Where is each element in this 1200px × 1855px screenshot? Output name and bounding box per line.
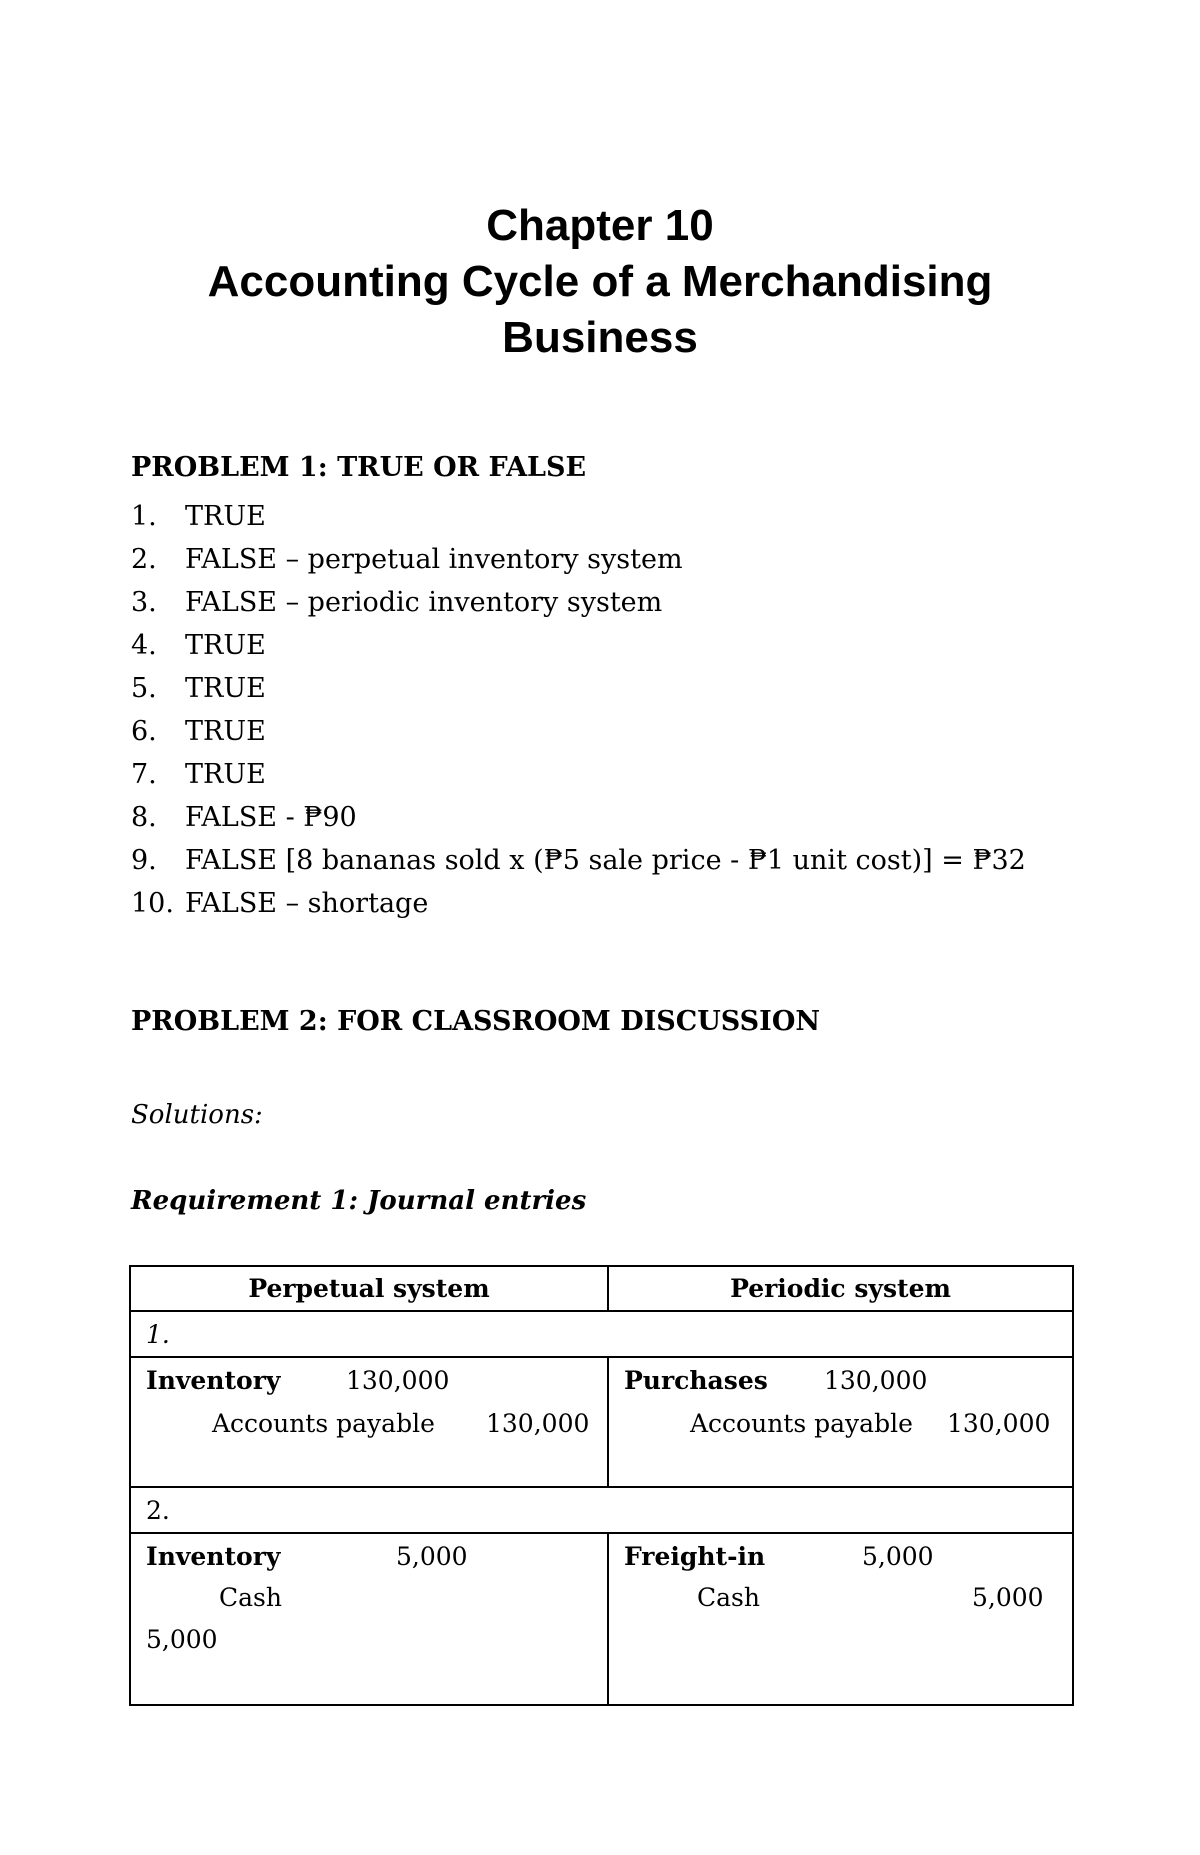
item-number: 9. xyxy=(131,845,157,876)
chapter-name-line2: Business xyxy=(502,313,698,362)
item-answer: TRUE xyxy=(185,501,266,532)
chapter-name-line1: Accounting Cycle of a Merchandising xyxy=(207,257,993,306)
item-number: 7. xyxy=(131,759,157,790)
list-item xyxy=(131,495,1026,538)
journal-entries-table xyxy=(129,1265,1074,1706)
credit-account: Cash xyxy=(697,1583,760,1612)
chapter-number: Chapter 10 xyxy=(486,201,714,250)
credit-amount: 130,000 xyxy=(947,1409,1051,1438)
list-item xyxy=(131,581,1026,624)
credit-account: Accounts payable xyxy=(690,1409,913,1438)
perpetual-entry-cell xyxy=(130,1533,608,1705)
list-item xyxy=(131,538,1026,581)
item-answer: TRUE xyxy=(185,673,266,704)
item-answer: TRUE xyxy=(185,759,266,790)
item-answer: TRUE xyxy=(185,630,266,661)
debit-account: Freight-in xyxy=(624,1542,766,1571)
item-answer: FALSE – periodic inventory system xyxy=(185,587,663,618)
periodic-entry-cell xyxy=(608,1533,1073,1705)
entry-number-row xyxy=(130,1311,1073,1357)
item-answer: TRUE xyxy=(185,716,266,747)
item-answer: FALSE – shortage xyxy=(185,888,429,919)
table-row xyxy=(130,1357,1073,1487)
list-item xyxy=(131,624,1026,667)
entry-number: 1. xyxy=(130,1311,1073,1357)
item-number: 2. xyxy=(131,544,157,575)
item-number: 10. xyxy=(131,888,174,919)
credit-amount: 5,000 xyxy=(972,1583,1044,1612)
chapter-title xyxy=(0,198,1200,366)
perpetual-header: Perpetual system xyxy=(130,1266,608,1311)
item-number: 1. xyxy=(131,501,157,532)
credit-amount: 130,000 xyxy=(486,1409,590,1438)
debit-amount: 130,000 xyxy=(346,1366,450,1395)
list-item xyxy=(131,796,1026,839)
list-item xyxy=(131,753,1026,796)
problem2-heading: PROBLEM 2: FOR CLASSROOM DISCUSSION xyxy=(131,1006,821,1037)
item-number: 5. xyxy=(131,673,157,704)
list-item xyxy=(131,710,1026,753)
entry-number: 2. xyxy=(130,1487,1073,1533)
requirement1-heading: Requirement 1: Journal entries xyxy=(131,1186,587,1216)
item-number: 3. xyxy=(131,587,157,618)
debit-account: Inventory xyxy=(146,1542,281,1571)
periodic-entry-cell xyxy=(608,1357,1073,1487)
debit-account: Purchases xyxy=(624,1366,768,1395)
solutions-label: Solutions: xyxy=(131,1100,263,1130)
item-answer: FALSE - ₱90 xyxy=(185,802,357,833)
credit-amount: 5,000 xyxy=(146,1625,218,1654)
entry-number-row xyxy=(130,1487,1073,1533)
table-row xyxy=(130,1533,1073,1705)
list-item xyxy=(131,882,1026,925)
true-false-list xyxy=(131,495,1026,925)
list-item xyxy=(131,839,1026,882)
credit-account: Cash xyxy=(219,1583,282,1612)
debit-amount: 5,000 xyxy=(396,1542,468,1571)
item-number: 8. xyxy=(131,802,157,833)
periodic-header: Periodic system xyxy=(608,1266,1073,1311)
item-answer: FALSE – perpetual inventory system xyxy=(185,544,683,575)
debit-amount: 5,000 xyxy=(862,1542,934,1571)
item-number: 6. xyxy=(131,716,157,747)
item-answer: FALSE [8 bananas sold x (₱5 sale price - ₱1 unit cost)] = ₱32 xyxy=(185,845,1026,876)
debit-account: Inventory xyxy=(146,1366,281,1395)
credit-account: Accounts payable xyxy=(212,1409,435,1438)
debit-amount: 130,000 xyxy=(824,1366,928,1395)
perpetual-entry-cell xyxy=(130,1357,608,1487)
problem1-heading: PROBLEM 1: TRUE OR FALSE xyxy=(131,452,587,483)
table-header-row xyxy=(130,1266,1073,1311)
item-number: 4. xyxy=(131,630,157,661)
list-item xyxy=(131,667,1026,710)
